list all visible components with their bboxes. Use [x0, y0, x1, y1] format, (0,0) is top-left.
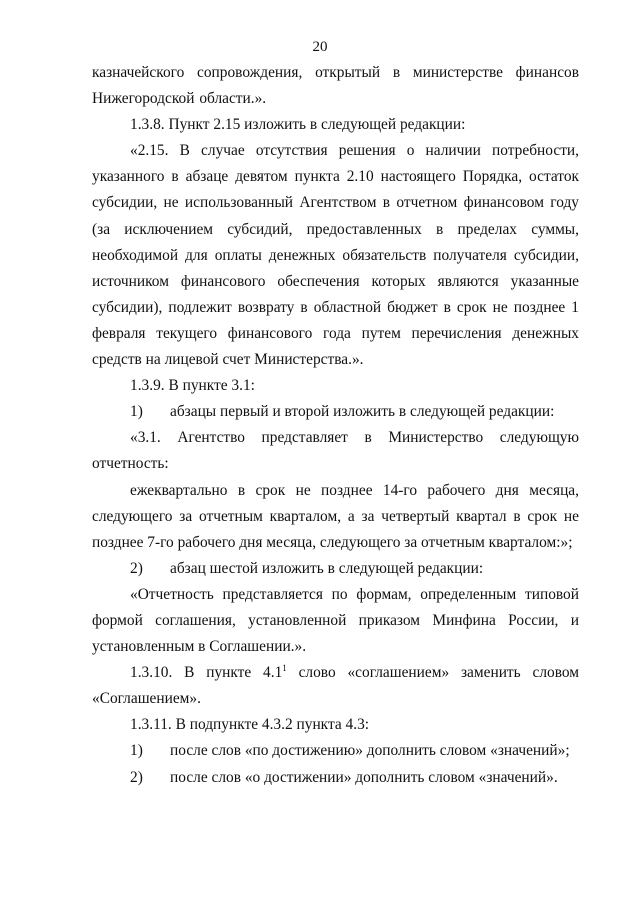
paragraph-quote-2-15: «2.15. В случае отсутствия решения о наличии потребности, указанного в абзаце девятом пункта 2.10 настоящего Порядка, остаток субсидии, не использованный Агентством в отчетном финансовом году (за исключением субсидий, предоставленных в пределах суммы, необходимой для оплаты денежных обязательств получателя субсидии, источником финансового обеспечения которых являются указанные субсидии), подлежит возврату в областной бюджет в срок не позднее 1 февраля текущего финансового года путем перечисления денежных средств на лицевой счет Министерства.». [92, 142, 579, 369]
list-text: абзацы первый и второй изложить в следующей редакции: [170, 403, 555, 421]
list-item-1-3-11-1 [92, 738, 579, 764]
paragraph-1-3-8: 1.3.8. Пункт 2.15 изложить в следующей редакции: [130, 116, 466, 134]
list-text: после слов «о достижении» дополнить словом «значений». [170, 768, 558, 786]
list-number: 2) [130, 768, 143, 786]
paragraph-continuation: казначейского сопровождения, открытый в министерстве финансов Нижегородской области.». [92, 64, 579, 108]
paragraph-1-3-10-end: слово «соглашением» заменить словом «Соглашением». [92, 664, 579, 708]
paragraph-1-3-9: 1.3.9. В пункте 3.1: [130, 377, 255, 395]
paragraph-1-3-11: 1.3.11. В подпункте 4.3.2 пункта 4.3: [130, 716, 370, 734]
page-number: 20 [312, 39, 328, 55]
list-number: 2) [130, 559, 143, 577]
list-number: 1) [130, 403, 143, 421]
paragraph-1-3-10 [92, 660, 579, 712]
list-item-1-3-11-2 [92, 765, 579, 791]
paragraph-quote-reporting: «Отчетность представляется по формам, определенным типовой формой соглашения, установленной приказом Минфина России, и установленным в Соглашении.». [92, 585, 579, 656]
document-body [92, 60, 579, 791]
list-item-1-3-9-2 [92, 556, 579, 582]
paragraph-quarterly: ежеквартально в срок не позднее 14-го рабочего дня месяца, следующего за отчетным кварталом, а за четвертый квартал в срок не позднее 7-го рабочего дня месяца, следующего за отчетным кварталом:»; [92, 481, 579, 551]
list-text: после слов «по достижению» дополнить словом «значений»; [170, 742, 570, 760]
list-text: абзац шестой изложить в следующей редакции: [170, 559, 484, 577]
list-item-1-3-9-1 [92, 399, 579, 425]
paragraph-1-3-10-start: 1.3.10. В пункте 4.1 [130, 664, 283, 682]
superscript-number: 1 [282, 663, 287, 674]
list-number: 1) [130, 742, 143, 760]
paragraph-quote-3-1: «3.1. Агентство представляет в Министерство следующую отчетность: [92, 429, 579, 473]
